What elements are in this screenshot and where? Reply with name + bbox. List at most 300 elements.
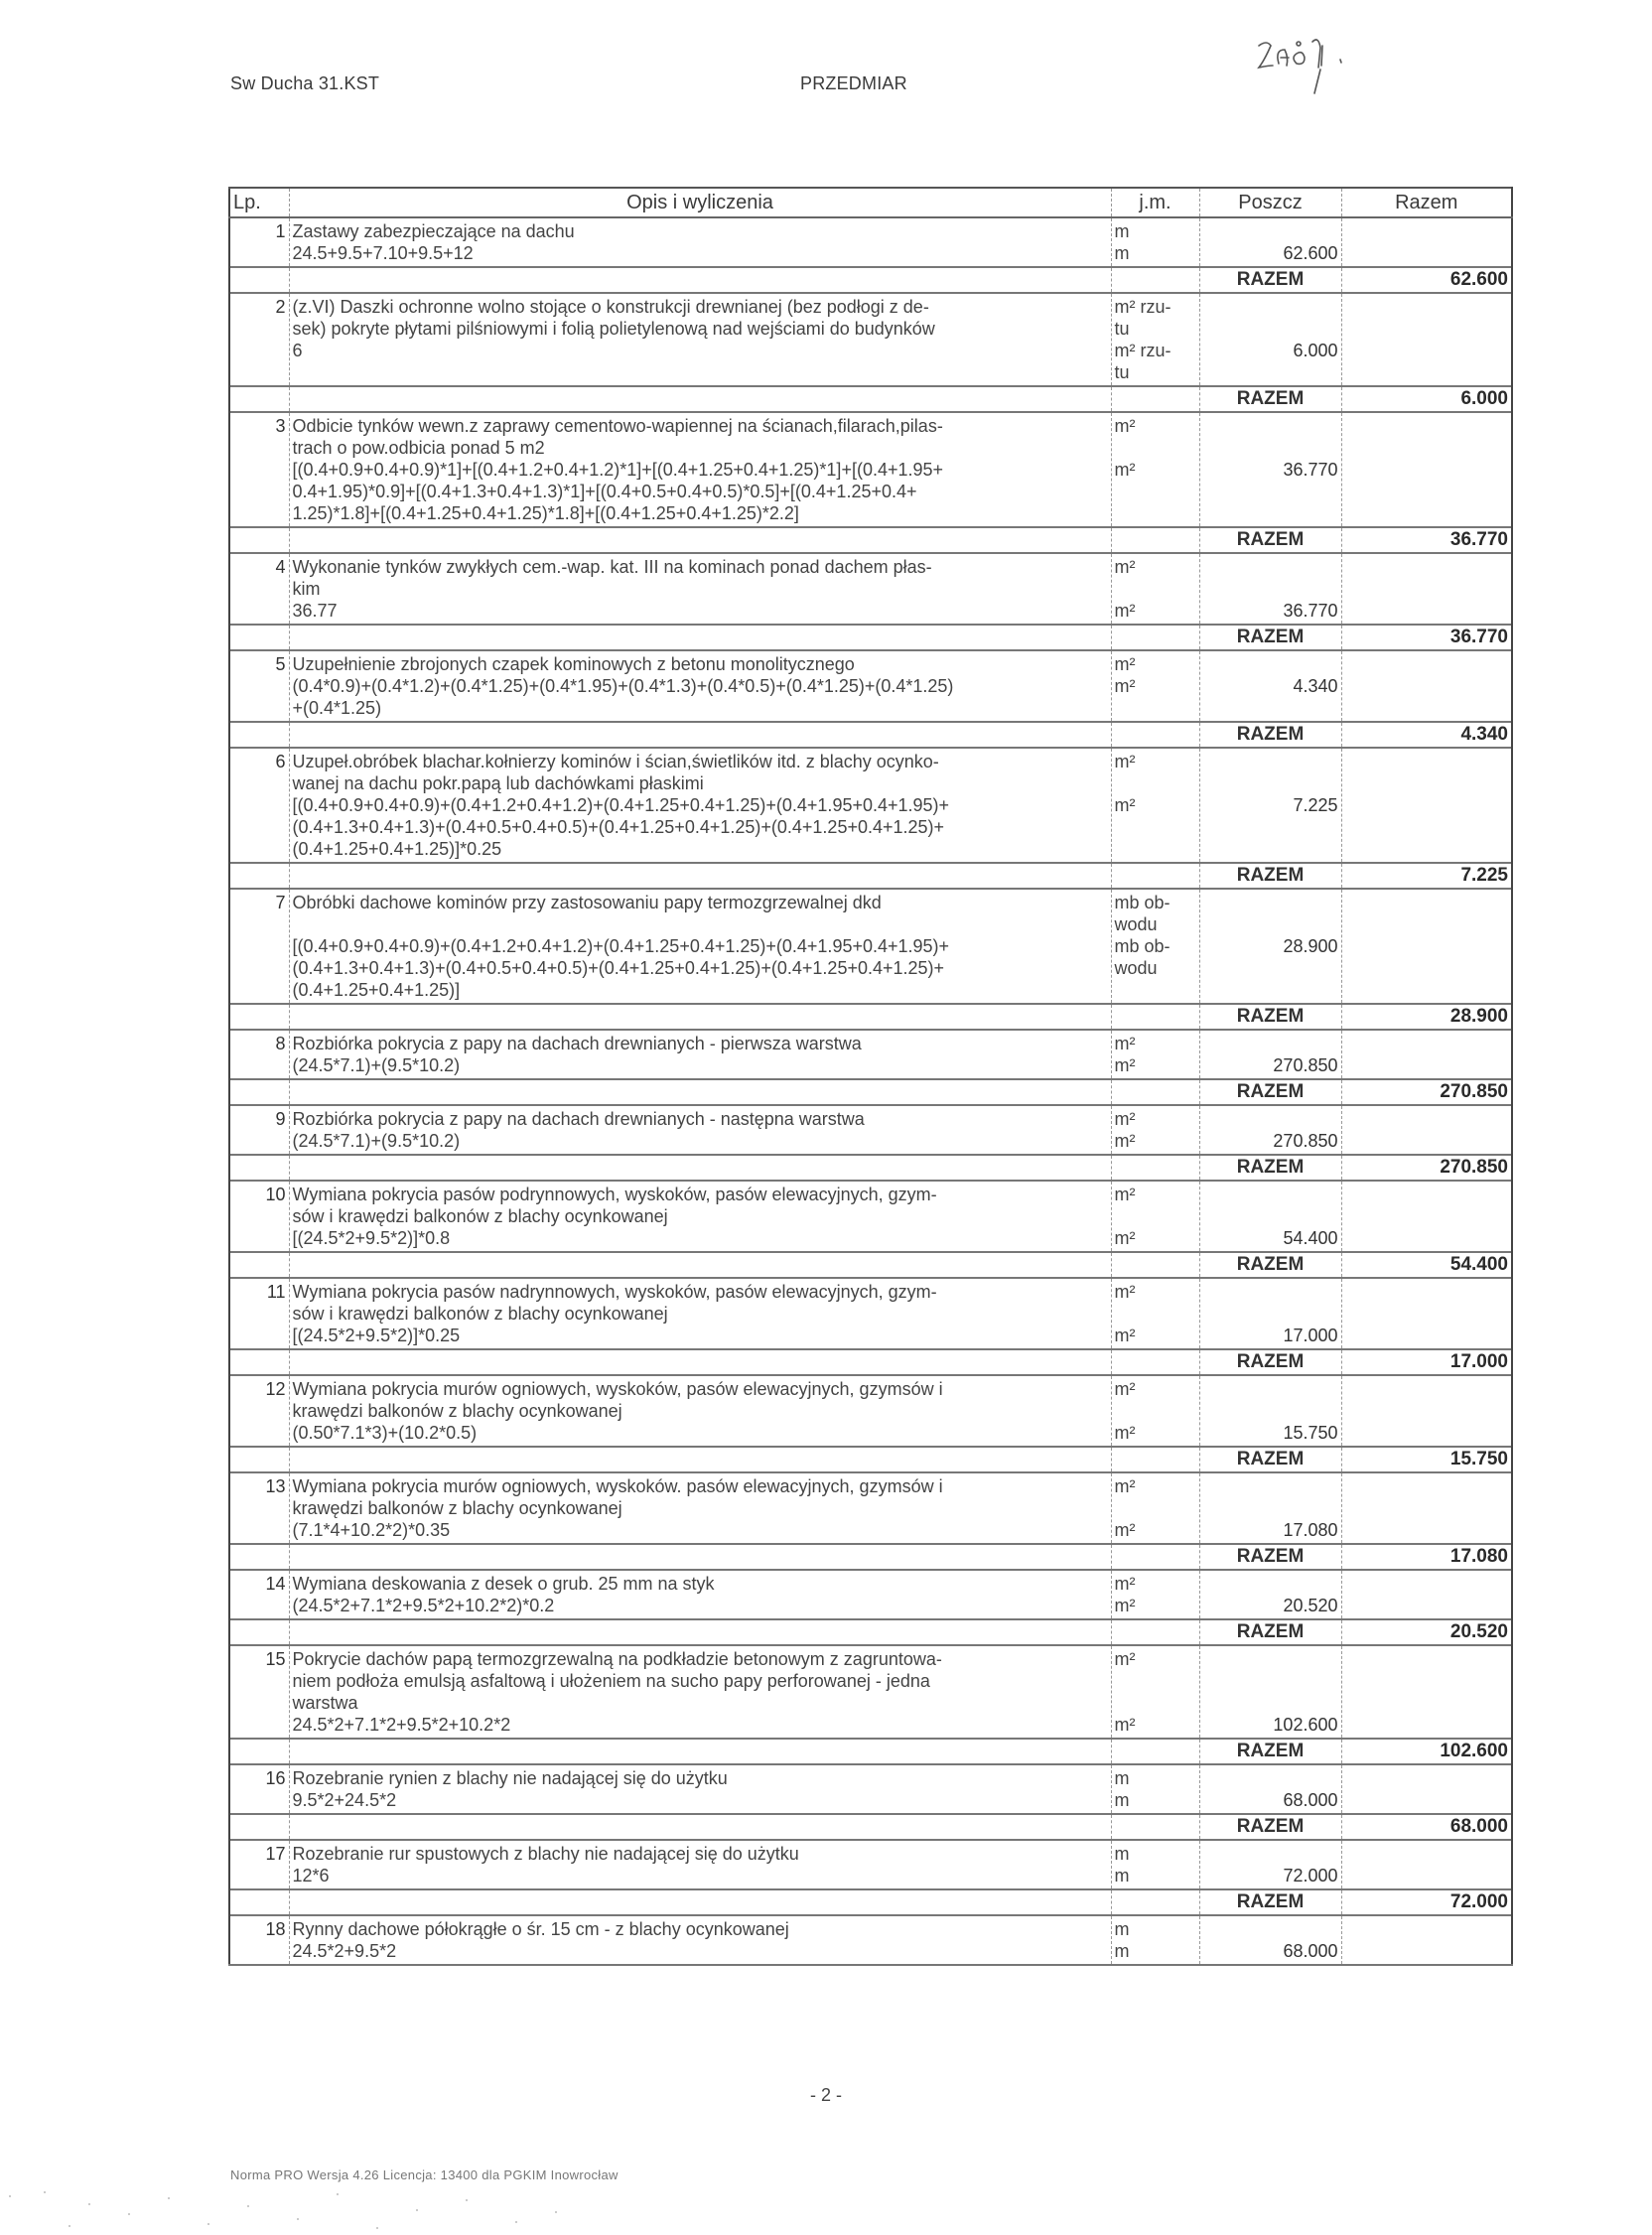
sum-total: 20.520: [1341, 1619, 1512, 1645]
item-quantity: [1199, 1278, 1341, 1349]
description-line: Wymiana pokrycia pasów nadrynnowych, wyskoków, pasów elewacyjnych, gzym-: [292, 1282, 937, 1302]
sum-empty-opis: [289, 527, 1111, 553]
quantity-spacer: [1203, 1648, 1338, 1670]
sum-empty-jm: [1111, 1889, 1199, 1915]
quantity-spacer: [1203, 913, 1338, 935]
item-description: [289, 1375, 1111, 1447]
item-description: [289, 889, 1111, 1004]
sum-row: [229, 527, 1512, 553]
column-header-razem: Razem: [1341, 188, 1512, 217]
item-quantity: [1199, 293, 1341, 386]
quantity-spacer: [1203, 1497, 1338, 1519]
sum-empty-lp: [229, 1252, 289, 1278]
unit-line: m² rzu-: [1114, 297, 1171, 317]
quantity-value: 270.850: [1273, 1131, 1338, 1151]
item-quantity: [1199, 1764, 1341, 1814]
sum-total: 28.900: [1341, 1004, 1512, 1030]
item-description: [289, 748, 1111, 863]
description-line: [(24.5*2+9.5*2)]*0.25: [292, 1326, 461, 1345]
item-unit: [1111, 1030, 1199, 1079]
item-number: 13: [229, 1472, 289, 1544]
description-line: 24.5*2+7.1*2+9.5*2+10.2*2: [292, 1715, 511, 1735]
unit-line: mb ob-: [1114, 893, 1170, 912]
unit-line: m²: [1114, 752, 1136, 771]
sum-empty-lp: [229, 1447, 289, 1472]
item-description: [289, 217, 1111, 267]
sum-row: [229, 1079, 1512, 1105]
quantity-spacer: [1203, 1303, 1338, 1325]
item-description: [289, 1764, 1111, 1814]
description-line: sów i krawędzi balkonów z blachy ocynkowanej: [292, 1304, 668, 1324]
sum-empty-opis: [289, 625, 1111, 650]
item-number: 6: [229, 748, 289, 863]
sum-empty-jm: [1111, 625, 1199, 650]
sum-label: RAZEM: [1199, 1155, 1341, 1181]
description-line: kim: [292, 579, 321, 599]
sum-empty-opis: [289, 1619, 1111, 1645]
unit-line: m²: [1114, 1715, 1136, 1735]
sum-empty-lp: [229, 625, 289, 650]
item-unit: [1111, 1840, 1199, 1889]
description-line: 0.4+1.95)*0.9]+[(0.4+1.3+0.4+1.3)*1]+[(0.4+0.5+0.4+0.5)*0.5]+[(0.4+1.25+0.4+: [292, 482, 917, 501]
item-unit: [1111, 1105, 1199, 1155]
table-row: [229, 889, 1512, 1004]
sum-label: RAZEM: [1199, 1814, 1341, 1840]
unit-line: m²: [1114, 601, 1136, 621]
sum-total: 7.225: [1341, 863, 1512, 889]
item-total-empty: [1341, 1105, 1512, 1155]
unit-line: mb ob-: [1114, 936, 1170, 956]
table-row: [229, 1181, 1512, 1252]
item-unit: [1111, 1375, 1199, 1447]
sum-row: [229, 722, 1512, 748]
item-description: [289, 1030, 1111, 1079]
sum-total: 54.400: [1341, 1252, 1512, 1278]
table-row: [229, 293, 1512, 386]
item-quantity: [1199, 1181, 1341, 1252]
sum-label: RAZEM: [1199, 1349, 1341, 1375]
description-line: 24.5*2+9.5*2: [292, 1941, 397, 1961]
column-header-opis: Opis i wyliczenia: [289, 188, 1111, 217]
table-row: [229, 1645, 1512, 1739]
item-total-empty: [1341, 217, 1512, 267]
description-line: (0.4+1.3+0.4+1.3)+(0.4+0.5+0.4+0.5)+(0.4+1.25+0.4+1.25)+(0.4+1.25+0.4+1.25)+: [292, 817, 945, 837]
item-description: [289, 1105, 1111, 1155]
sum-label: RAZEM: [1199, 386, 1341, 412]
item-number: 12: [229, 1375, 289, 1447]
unit-line: m²: [1114, 1228, 1136, 1248]
item-description: [289, 1472, 1111, 1544]
table-body: [229, 217, 1512, 1965]
item-quantity: [1199, 748, 1341, 863]
sum-label: RAZEM: [1199, 1739, 1341, 1764]
description-line: Rozbiórka pokrycia z papy na dachach drewnianych - pierwsza warstwa: [292, 1034, 862, 1053]
table-row: [229, 412, 1512, 527]
sum-empty-lp: [229, 527, 289, 553]
quantity-spacer: [1203, 437, 1338, 459]
unit-line: m² rzu-: [1114, 341, 1171, 360]
description-line: Uzupełnienie zbrojonych czapek kominowych z betonu monolitycznego: [292, 654, 855, 674]
item-total-empty: [1341, 1278, 1512, 1349]
sum-empty-opis: [289, 386, 1111, 412]
item-total-empty: [1341, 1472, 1512, 1544]
item-total-empty: [1341, 1375, 1512, 1447]
sum-empty-lp: [229, 1004, 289, 1030]
description-line: sek) pokryte płytami pilśniowymi i folią polietylenową nad wejściami do budynków: [292, 319, 935, 339]
sum-total: 6.000: [1341, 386, 1512, 412]
item-total-empty: [1341, 1570, 1512, 1619]
item-quantity: [1199, 1375, 1341, 1447]
quantity-value: 68.000: [1283, 1790, 1338, 1810]
sum-empty-opis: [289, 1079, 1111, 1105]
table-row: [229, 1840, 1512, 1889]
quantity-spacer: [1203, 892, 1338, 913]
description-line: (0.4+1.25+0.4+1.25)]: [292, 980, 461, 1000]
sum-total: 270.850: [1341, 1155, 1512, 1181]
unit-line: m: [1114, 1844, 1130, 1864]
sum-total: 17.080: [1341, 1544, 1512, 1570]
description-line: (24.5*7.1)+(9.5*10.2): [292, 1131, 461, 1151]
quantity-spacer: [1203, 772, 1338, 794]
item-number: 18: [229, 1915, 289, 1965]
item-description: [289, 1181, 1111, 1252]
description-line: (0.4+1.25+0.4+1.25)]*0.25: [292, 839, 502, 859]
unit-line: m²: [1114, 1109, 1136, 1129]
item-unit: [1111, 293, 1199, 386]
description-line: Wymiana pokrycia murów ogniowych, wyskoków. pasów elewacyjnych, gzymsów i: [292, 1476, 943, 1496]
unit-line: m²: [1114, 1423, 1136, 1443]
item-total-empty: [1341, 1915, 1512, 1965]
quantity-spacer: [1203, 296, 1338, 318]
unit-line: wodu: [1114, 914, 1158, 934]
sum-row: [229, 1155, 1512, 1181]
unit-line: m²: [1114, 1055, 1136, 1075]
item-quantity: [1199, 553, 1341, 625]
unit-line: m²: [1114, 1649, 1136, 1669]
item-unit: [1111, 1570, 1199, 1619]
sum-row: [229, 1619, 1512, 1645]
sum-label: RAZEM: [1199, 267, 1341, 293]
unit-line: m²: [1114, 1282, 1136, 1302]
table-row: [229, 748, 1512, 863]
sum-label: RAZEM: [1199, 1619, 1341, 1645]
sum-row: [229, 863, 1512, 889]
quantity-spacer: [1203, 1767, 1338, 1789]
item-total-empty: [1341, 650, 1512, 722]
item-total-empty: [1341, 1645, 1512, 1739]
quantity-value: 62.600: [1283, 243, 1338, 263]
description-line: [(24.5*2+9.5*2)]*0.8: [292, 1228, 451, 1248]
item-total-empty: [1341, 553, 1512, 625]
item-description: [289, 1278, 1111, 1349]
item-number: 11: [229, 1278, 289, 1349]
unit-line: [1115, 1670, 1196, 1692]
sum-row: [229, 1004, 1512, 1030]
sum-empty-jm: [1111, 1004, 1199, 1030]
description-line: Odbicie tynków wewn.z zaprawy cementowo-wapiennej na ścianach,filarach,pilas-: [292, 416, 943, 436]
table-row: [229, 1375, 1512, 1447]
description-line: (0.4*0.9)+(0.4*1.2)+(0.4*1.25)+(0.4*1.95)+(0.4*1.3)+(0.4*0.5)+(0.4*1.25)+(0.4*1.25): [292, 676, 954, 696]
unit-line: m²: [1114, 654, 1136, 674]
unit-line: [1115, 1205, 1196, 1227]
sum-label: RAZEM: [1199, 1079, 1341, 1105]
unit-line: m²: [1114, 1520, 1136, 1540]
sum-empty-jm: [1111, 527, 1199, 553]
sum-empty-opis: [289, 1447, 1111, 1472]
item-number: 15: [229, 1645, 289, 1739]
description-line: (0.50*7.1*3)+(10.2*0.5): [292, 1423, 478, 1443]
sum-row: [229, 1889, 1512, 1915]
quantity-value: 6.000: [1293, 341, 1338, 360]
quantity-value: 15.750: [1283, 1423, 1338, 1443]
sum-empty-opis: [289, 722, 1111, 748]
unit-line: [1115, 1303, 1196, 1325]
sum-empty-opis: [289, 1004, 1111, 1030]
sum-label: RAZEM: [1199, 1004, 1341, 1030]
item-unit: [1111, 217, 1199, 267]
quantity-value: 17.000: [1283, 1326, 1338, 1345]
unit-line: m: [1114, 1768, 1130, 1788]
unit-line: [1115, 1692, 1196, 1714]
description-line: 1.25)*1.8]+[(0.4+1.25+0.4+1.25)*1.8]+[(0.4+1.25+0.4+1.25)*2.2]: [292, 503, 799, 523]
description-line: sów i krawędzi balkonów z blachy ocynkowanej: [292, 1206, 668, 1226]
page-number: - 2 -: [809, 2085, 842, 2105]
sum-empty-jm: [1111, 1619, 1199, 1645]
description-line: warstwa: [292, 1693, 358, 1713]
item-unit: [1111, 553, 1199, 625]
quantity-spacer: [1203, 1843, 1338, 1865]
unit-line: [1115, 772, 1196, 794]
sum-total: 36.770: [1341, 527, 1512, 553]
unit-line: m²: [1114, 460, 1136, 480]
item-description: [289, 412, 1111, 527]
column-header-poszcz: Poszcz: [1199, 188, 1341, 217]
item-quantity: [1199, 650, 1341, 722]
description-line: [293, 913, 1108, 935]
quantity-value: 270.850: [1273, 1055, 1338, 1075]
table-row: [229, 1764, 1512, 1814]
item-quantity: [1199, 1105, 1341, 1155]
sum-row: [229, 267, 1512, 293]
description-line: Zastawy zabezpieczające na dachu: [292, 221, 575, 241]
description-line: Wymiana pokrycia pasów podrynnowych, wyskoków, pasów elewacyjnych, gzym-: [292, 1185, 937, 1204]
file-name: Sw Ducha 31.KST: [230, 73, 380, 93]
item-quantity: [1199, 1840, 1341, 1889]
sum-row: [229, 386, 1512, 412]
item-total-empty: [1341, 1840, 1512, 1889]
sum-empty-lp: [229, 1739, 289, 1764]
table-row: [229, 1105, 1512, 1155]
sum-label: RAZEM: [1199, 527, 1341, 553]
unit-line: tu: [1114, 319, 1130, 339]
unit-line: m²: [1114, 676, 1136, 696]
sum-empty-lp: [229, 1349, 289, 1375]
item-total-empty: [1341, 748, 1512, 863]
quantity-spacer: [1203, 1281, 1338, 1303]
sum-empty-lp: [229, 267, 289, 293]
table-row: [229, 1278, 1512, 1349]
item-number: 1: [229, 217, 289, 267]
unit-line: m²: [1114, 1326, 1136, 1345]
description-line: krawędzi balkonów z blachy ocynkowanej: [292, 1401, 622, 1421]
sum-empty-opis: [289, 1155, 1111, 1181]
sum-empty-lp: [229, 1079, 289, 1105]
description-line: 36.77: [292, 601, 338, 621]
item-unit: [1111, 1181, 1199, 1252]
item-number: 17: [229, 1840, 289, 1889]
unit-line: m: [1114, 1919, 1130, 1939]
unit-line: [1115, 1497, 1196, 1519]
sum-empty-jm: [1111, 1349, 1199, 1375]
sum-empty-opis: [289, 1252, 1111, 1278]
unit-line: m²: [1114, 1476, 1136, 1496]
sum-empty-lp: [229, 1619, 289, 1645]
item-description: [289, 1570, 1111, 1619]
sum-empty-opis: [289, 1739, 1111, 1764]
quantity-spacer: [1203, 1670, 1338, 1692]
quantity-spacer: [1203, 415, 1338, 437]
item-unit: [1111, 1278, 1199, 1349]
column-header-lp: Lp.: [229, 188, 289, 217]
description-line: 12*6: [292, 1866, 330, 1886]
sum-empty-opis: [289, 863, 1111, 889]
unit-line: wodu: [1114, 958, 1158, 978]
item-quantity: [1199, 1915, 1341, 1965]
quantity-value: 102.600: [1273, 1715, 1338, 1735]
item-quantity: [1199, 1570, 1341, 1619]
sum-empty-jm: [1111, 1252, 1199, 1278]
item-number: 3: [229, 412, 289, 527]
quantity-value: 54.400: [1283, 1228, 1338, 1248]
software-license-note: Norma PRO Wersja 4.26 Licencja: 13400 dla PGKIM Inowrocław: [230, 2167, 619, 2182]
document-title: PRZEDMIAR: [800, 73, 907, 93]
sum-row: [229, 1252, 1512, 1278]
description-line: (7.1*4+10.2*2)*0.35: [292, 1520, 451, 1540]
przedmiar-table: [228, 187, 1513, 1966]
item-unit: [1111, 650, 1199, 722]
quantity-spacer: [1203, 1475, 1338, 1497]
item-description: [289, 1840, 1111, 1889]
item-total-empty: [1341, 293, 1512, 386]
unit-line: m²: [1114, 1131, 1136, 1151]
sum-total: 36.770: [1341, 625, 1512, 650]
item-total-empty: [1341, 412, 1512, 527]
unit-line: tu: [1114, 362, 1130, 382]
quantity-spacer: [1203, 1184, 1338, 1205]
item-quantity: [1199, 1645, 1341, 1739]
description-line: 9.5*2+24.5*2: [292, 1790, 397, 1810]
sum-label: RAZEM: [1199, 1447, 1341, 1472]
sum-empty-lp: [229, 722, 289, 748]
unit-line: m²: [1114, 795, 1136, 815]
sum-total: 15.750: [1341, 1447, 1512, 1472]
sum-empty-lp: [229, 386, 289, 412]
quantity-value: 17.080: [1283, 1520, 1338, 1540]
sum-empty-jm: [1111, 1079, 1199, 1105]
unit-line: m: [1114, 221, 1130, 241]
item-quantity: [1199, 1472, 1341, 1544]
item-description: [289, 553, 1111, 625]
item-quantity: [1199, 889, 1341, 1004]
sum-empty-lp: [229, 1889, 289, 1915]
quantity-spacer: [1203, 1400, 1338, 1422]
quantity-spacer: [1203, 1108, 1338, 1130]
handwritten-annotation: [1241, 24, 1380, 113]
sum-empty-lp: [229, 863, 289, 889]
item-number: 7: [229, 889, 289, 1004]
table-row: [229, 1570, 1512, 1619]
quantity-spacer: [1203, 220, 1338, 242]
unit-line: m²: [1114, 557, 1136, 577]
sum-label: RAZEM: [1199, 1252, 1341, 1278]
item-number: 4: [229, 553, 289, 625]
table-row: [229, 1030, 1512, 1079]
item-unit: [1111, 1764, 1199, 1814]
quantity-value: 7.225: [1293, 795, 1338, 815]
table-row: [229, 1915, 1512, 1965]
item-number: 16: [229, 1764, 289, 1814]
scan-noise-decoration: [0, 2184, 596, 2235]
description-line: trach o pow.odbicia ponad 5 m2: [292, 438, 545, 458]
unit-line: [1115, 1400, 1196, 1422]
item-unit: [1111, 412, 1199, 527]
unit-line: m: [1114, 1941, 1130, 1961]
sum-empty-jm: [1111, 1447, 1199, 1472]
description-line: [293, 361, 1108, 383]
sum-empty-jm: [1111, 267, 1199, 293]
sum-row: [229, 1814, 1512, 1840]
item-unit: [1111, 889, 1199, 1004]
sum-empty-opis: [289, 1544, 1111, 1570]
description-line: Rozbiórka pokrycia z papy na dachach drewnianych - następna warstwa: [292, 1109, 865, 1129]
sum-total: 4.340: [1341, 722, 1512, 748]
unit-line: m: [1114, 1866, 1130, 1886]
item-number: 14: [229, 1570, 289, 1619]
sum-row: [229, 625, 1512, 650]
sum-empty-opis: [289, 267, 1111, 293]
quantity-spacer: [1203, 361, 1338, 383]
description-line: Wymiana deskowania z desek o grub. 25 mm na styk: [292, 1574, 715, 1594]
quantity-spacer: [1203, 957, 1338, 979]
sum-empty-jm: [1111, 386, 1199, 412]
item-description: [289, 1915, 1111, 1965]
quantity-value: 68.000: [1283, 1941, 1338, 1961]
quantity-spacer: [1203, 1378, 1338, 1400]
sum-empty-jm: [1111, 863, 1199, 889]
quantity-spacer: [1203, 1033, 1338, 1054]
sum-total: 68.000: [1341, 1814, 1512, 1840]
sum-row: [229, 1447, 1512, 1472]
sum-empty-jm: [1111, 1739, 1199, 1764]
unit-line: m²: [1114, 416, 1136, 436]
description-line: Obróbki dachowe kominów przy zastosowaniu papy termozgrzewalnej dkd: [292, 893, 882, 912]
quantity-value: 36.770: [1283, 601, 1338, 621]
sum-row: [229, 1544, 1512, 1570]
item-total-empty: [1341, 1030, 1512, 1079]
description-line: wanej na dachu pokr.papą lub dachówkami płaskimi: [292, 773, 704, 793]
sum-row: [229, 1349, 1512, 1375]
unit-line: m²: [1114, 1596, 1136, 1615]
description-line: Rozebranie rynien z blachy nie nadającej się do użytku: [292, 1768, 728, 1788]
description-line: [(0.4+0.9+0.4+0.9)*1]+[(0.4+1.2+0.4+1.2)*1]+[(0.4+1.25+0.4+1.25)*1]+[(0.4+1.95+: [292, 460, 944, 480]
unit-line: m²: [1114, 1379, 1136, 1399]
unit-line: [1115, 578, 1196, 600]
description-line: krawędzi balkonów z blachy ocynkowanej: [292, 1498, 622, 1518]
sum-total: 62.600: [1341, 267, 1512, 293]
item-description: [289, 293, 1111, 386]
quantity-value: 36.770: [1283, 460, 1338, 480]
description-line: niem podłoża emulsją asfaltową i ułożeniem na sucho papy perforowanej - jedna: [292, 1671, 930, 1691]
